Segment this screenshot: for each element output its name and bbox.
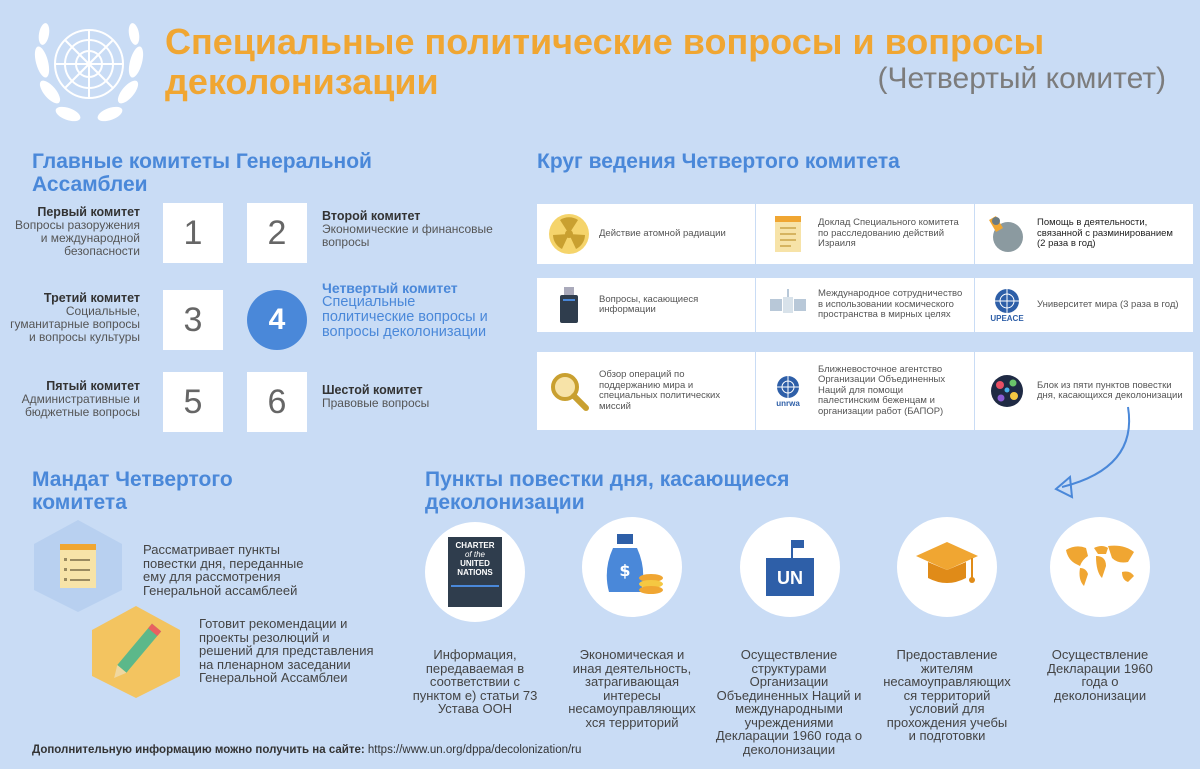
footer-label: Дополнительную информацию можно получить на сайте:	[32, 744, 365, 756]
committee-5-name: Пятый комитет	[46, 379, 140, 393]
radiation-icon	[547, 212, 591, 256]
committee-1-text	[10, 206, 140, 258]
pen-icon	[88, 604, 184, 700]
agenda-item-1: Информация, передаваемая в соответствии с пунктом e) статьи 73 Устава ООН	[412, 647, 538, 716]
committee-1-desc: Вопросы разоружения и международной безопасности	[15, 218, 140, 258]
scope-card-text: Действие атомной радиации	[599, 227, 726, 239]
agenda-item-4: Предоставление жителям несамоуправляющих ся территорий условий для прохождения учебы и подготовки	[883, 647, 1011, 743]
report-icon	[766, 212, 810, 256]
scope-card-peacekeeping	[537, 352, 755, 430]
magnifier-icon	[547, 369, 591, 413]
unrwa-badge: unrwa	[776, 398, 800, 408]
mine-icon	[985, 212, 1029, 256]
scope-card-demining	[975, 204, 1193, 264]
scope-card-space	[756, 278, 974, 332]
committee-1-number: 1	[163, 203, 223, 263]
scope-card-text: Блок из пяти пунктов повестки дня, касающихся деколонизации	[1037, 379, 1183, 401]
scope-card-text: Доклад Специального комитета по расследованию действий Израиля	[818, 217, 959, 250]
page-title: Специальные политические вопросы и вопросы деколонизации	[165, 21, 1045, 102]
committees-heading: Главные комитеты Генеральной Ассамблеи	[32, 150, 372, 196]
committee-3-name: Третий комитет	[43, 291, 140, 305]
charter-line: UNITED	[460, 559, 490, 568]
scope-card-radiation	[537, 204, 755, 264]
committee-6-number: 6	[247, 372, 307, 432]
committee-5-desc: Административные и бюджетные вопросы	[21, 392, 140, 419]
agenda-circle-1	[425, 522, 525, 622]
upeace-badge: UPEACE	[990, 313, 1024, 323]
un-building-icon	[762, 536, 818, 598]
agenda-item-2: Экономическая и иная деятельность, затрагивающая интересы несамоуправляющих хся территорий	[568, 647, 696, 730]
scope-card-text: Обзор операций по поддержанию мира и специальных политических миссий	[599, 369, 721, 412]
mandate-item-2: Готовит рекомендации и проекты резолюций и решений для представления на пленарном заседании Генеральной Ассамблеи	[199, 616, 374, 685]
agenda-circle-2	[582, 517, 682, 617]
scope-card-text: Вопросы, касающиеся информации	[599, 293, 699, 315]
committee-5-text	[10, 380, 140, 419]
un-building-label: UN	[777, 568, 803, 588]
scope-card-israel-report	[756, 204, 974, 264]
committee-4-name: Четвертый комитет	[322, 280, 458, 296]
scope-card-text: Помощь в деятельности, связанной с разминированием (2 раза в год)	[1037, 217, 1173, 250]
charter-line: CHARTER	[455, 541, 495, 550]
agenda-circle-4	[897, 517, 997, 617]
committee-3-desc: Социальные, гуманитарные вопросы и вопросы культуры	[10, 304, 140, 344]
scope-card-unrwa	[756, 352, 974, 430]
committee-4-desc: Специальные политические вопросы и вопросы деколонизации	[322, 294, 488, 340]
charter-icon	[448, 537, 502, 607]
charter-line: of the	[464, 550, 485, 559]
agenda-heading: Пункты повестки дня, касающиеся деколонизации	[425, 468, 790, 514]
agenda-circle-5	[1050, 517, 1150, 617]
committee-6-text	[322, 384, 497, 410]
world-map-icon	[1062, 542, 1138, 593]
committee-6-name: Шестой комитет	[322, 383, 423, 397]
committee-3-text	[10, 292, 140, 344]
upeace-icon	[985, 283, 1029, 327]
mandate-item-1: Рассматривает пункты повестки дня, переданные ему для рассмотрения Генеральной ассамблеей	[143, 542, 304, 598]
committee-5-number: 5	[163, 372, 223, 432]
satellite-icon	[766, 283, 810, 327]
svg-text:$: $	[619, 560, 631, 580]
charter-stripe	[451, 585, 499, 587]
unrwa-icon	[766, 369, 810, 413]
graduation-cap-icon	[914, 538, 980, 597]
usb-icon	[547, 283, 591, 327]
committee-4-text	[322, 282, 497, 340]
committee-2-text	[322, 210, 497, 249]
money-bag-icon	[599, 530, 665, 605]
scope-heading: Круг ведения Четвертого комитета	[537, 150, 900, 173]
mandate-heading: Мандат Четвертого комитета	[32, 468, 233, 514]
charter-line: NATIONS	[457, 568, 493, 577]
agenda-item-3: Осуществление структурами Организации Объединенных Наций и международными учреждениями Декларации 1960 года о деколонизации	[715, 647, 863, 757]
agenda-circle-3	[740, 517, 840, 617]
checklist-icon	[30, 518, 126, 614]
committee-3-number: 3	[163, 290, 223, 350]
page-subtitle: (Четвертый комитет)	[877, 62, 1166, 95]
agenda-item-5: Осуществление Декларации 1960 года о деколонизации	[1047, 647, 1153, 703]
committee-4-number: 4	[247, 290, 307, 350]
scope-card-text: Университет мира (3 раза в год)	[1037, 298, 1179, 310]
scope-card-information	[537, 278, 755, 332]
scope-card-text: Международное сотрудничество в использовании космического пространства в мирных целях	[818, 288, 963, 321]
un-emblem-icon	[30, 12, 148, 130]
committee-2-name: Второй комитет	[322, 209, 421, 223]
committee-6-desc: Правовые вопросы	[322, 396, 430, 410]
footer-url-link[interactable]: https://www.un.org/dppa/decolonization/ru	[367, 744, 582, 756]
scope-card-text: Ближневосточное агентство Организации Объединенных Наций для помощи палестинским беженцам и организации работ (БАПОР)	[818, 363, 946, 417]
globe-icon	[985, 369, 1029, 413]
footer	[32, 744, 581, 756]
arrow-icon	[1040, 405, 1140, 505]
committee-2-number: 2	[247, 203, 307, 263]
committee-2-desc: Экономические и финансовые вопросы	[322, 222, 493, 249]
scope-card-university-peace	[975, 278, 1193, 332]
committee-1-name: Первый комитет	[37, 205, 140, 219]
